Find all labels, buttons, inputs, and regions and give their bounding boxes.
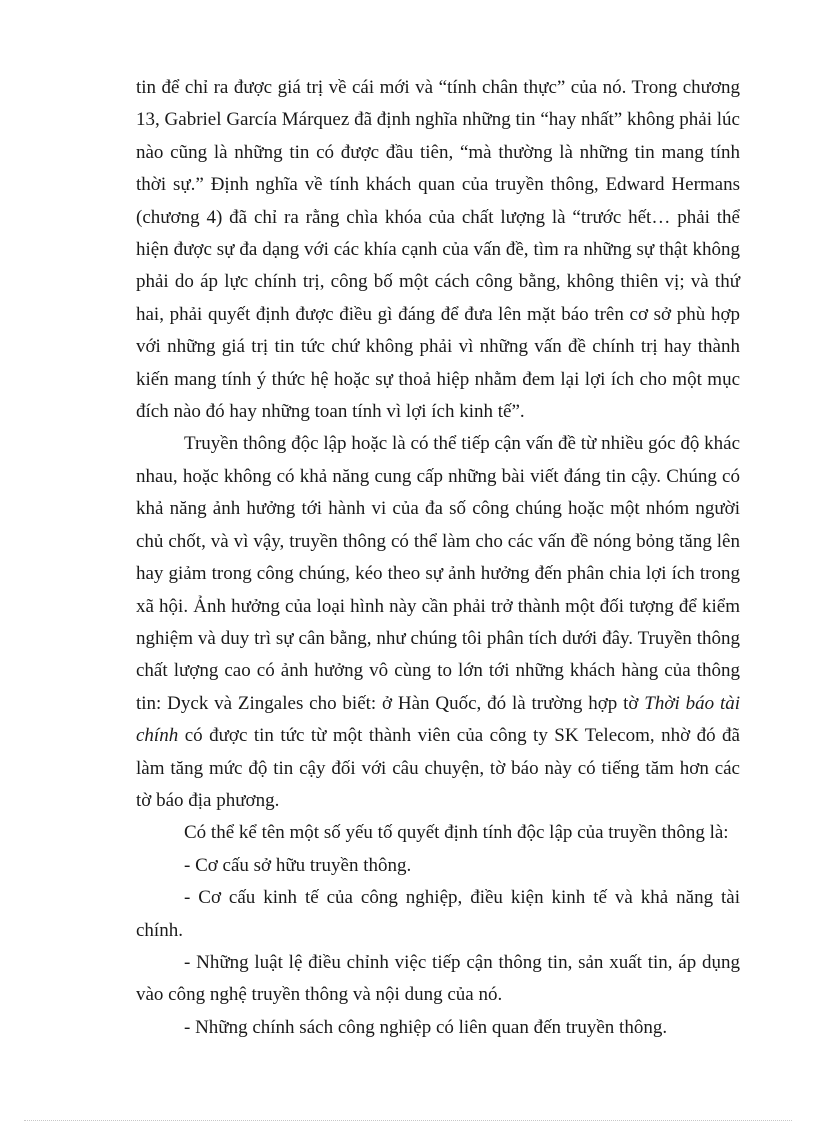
paragraph-media-independence [136,428,740,817]
list-item-regulations: - Những luật lệ điều chỉnh việc tiếp cận thông tin, sản xuất tin, áp dụng vào công nghệ truyền thông và nội dung của nó. [136,951,740,1006]
page-bottom-divider [24,1120,792,1121]
paragraph-text-start: Truyền thông độc lập hoặc là có thể tiếp cận vấn đề từ nhiều góc độ khác nhau, hoặc không có khả năng cung cấp những bài viết đáng tin cậy. Chúng có khả năng ảnh hưởng tới hành vi của đa số công chúng hoặc một nhóm người chủ chốt, và vì vậy, truyền thông có thể làm cho các vấn đề nóng bỏng tăng lên hay giảm trong công chúng, kéo theo sự ảnh hưởng đến phân chia lợi ích trong xã hội. Ảnh hưởng của loại hình này cần phải trở thành một đối tượng để kiểm nghiệm và duy trì sự cân bằng, như chúng tôi phân tích dưới đây. Truyền thông chất lượng cao có ảnh hưởng vô cùng to lớn tới những khách hàng của thông tin: Dyck và Zingales cho biết: ở Hàn Quốc, đó là trường hợp tờ [136,433,740,714]
newspaper-title: Thời báo tài chính [136,692,740,747]
list-item-ownership: - Cơ cấu sở hữu truyền thông. [184,854,412,876]
list-item-industrial-policy: - Những chính sách công nghiệp có liên quan đến truyền thông. [184,1016,668,1038]
body-text [136,72,740,1044]
paragraph-factors-intro: Có thể kể tên một số yếu tố quyết định tính độc lập của truyền thông là: [184,822,729,844]
paragraph-continuation: tin để chỉ ra được giá trị về cái mới và “tính chân thực” của nó. Trong chương 13, Gabriel García Márquez đã định nghĩa những tin “hay nhất” không phải lúc nào cũng là những tin có được đầu tiên, “mà thường là những tin mang tính thời sự.” Định nghĩa về tính khách quan của truyền thông, Edward Hermans (chương 4) đã chỉ ra rằng chìa khóa của chất lượng là “trước hết… phải thể hiện được sự đa dạng với các khía cạnh của vấn đề, tìm ra những sự thật không phải do áp lực chính trị, công bố một cách công bằng, không thiên vị; và thứ hai, phải quyết định được điều gì đáng để đưa lên mặt báo trên cơ sở phù hợp với những giá trị tin tức chứ không phải vì những vấn đề chính trị hay thành kiến mang tính ý thức hệ hoặc sự thoả hiệp nhằm đem lại lợi ích cho một mục đích nào đó hay những toan tính vì lợi ích kinh tế”. [136,77,740,423]
list-item-economic-structure: - Cơ cấu kinh tế của công nghiệp, điều kiện kinh tế và khả năng tài chính. [136,887,740,941]
paragraph-text-end: có được tin tức từ một thành viên của công ty SK Telecom, nhờ đó đã làm tăng mức độ tin cậy đối với câu chuyện, tờ báo này có tiếng tăm hơn các tờ báo địa phương. [136,725,740,811]
